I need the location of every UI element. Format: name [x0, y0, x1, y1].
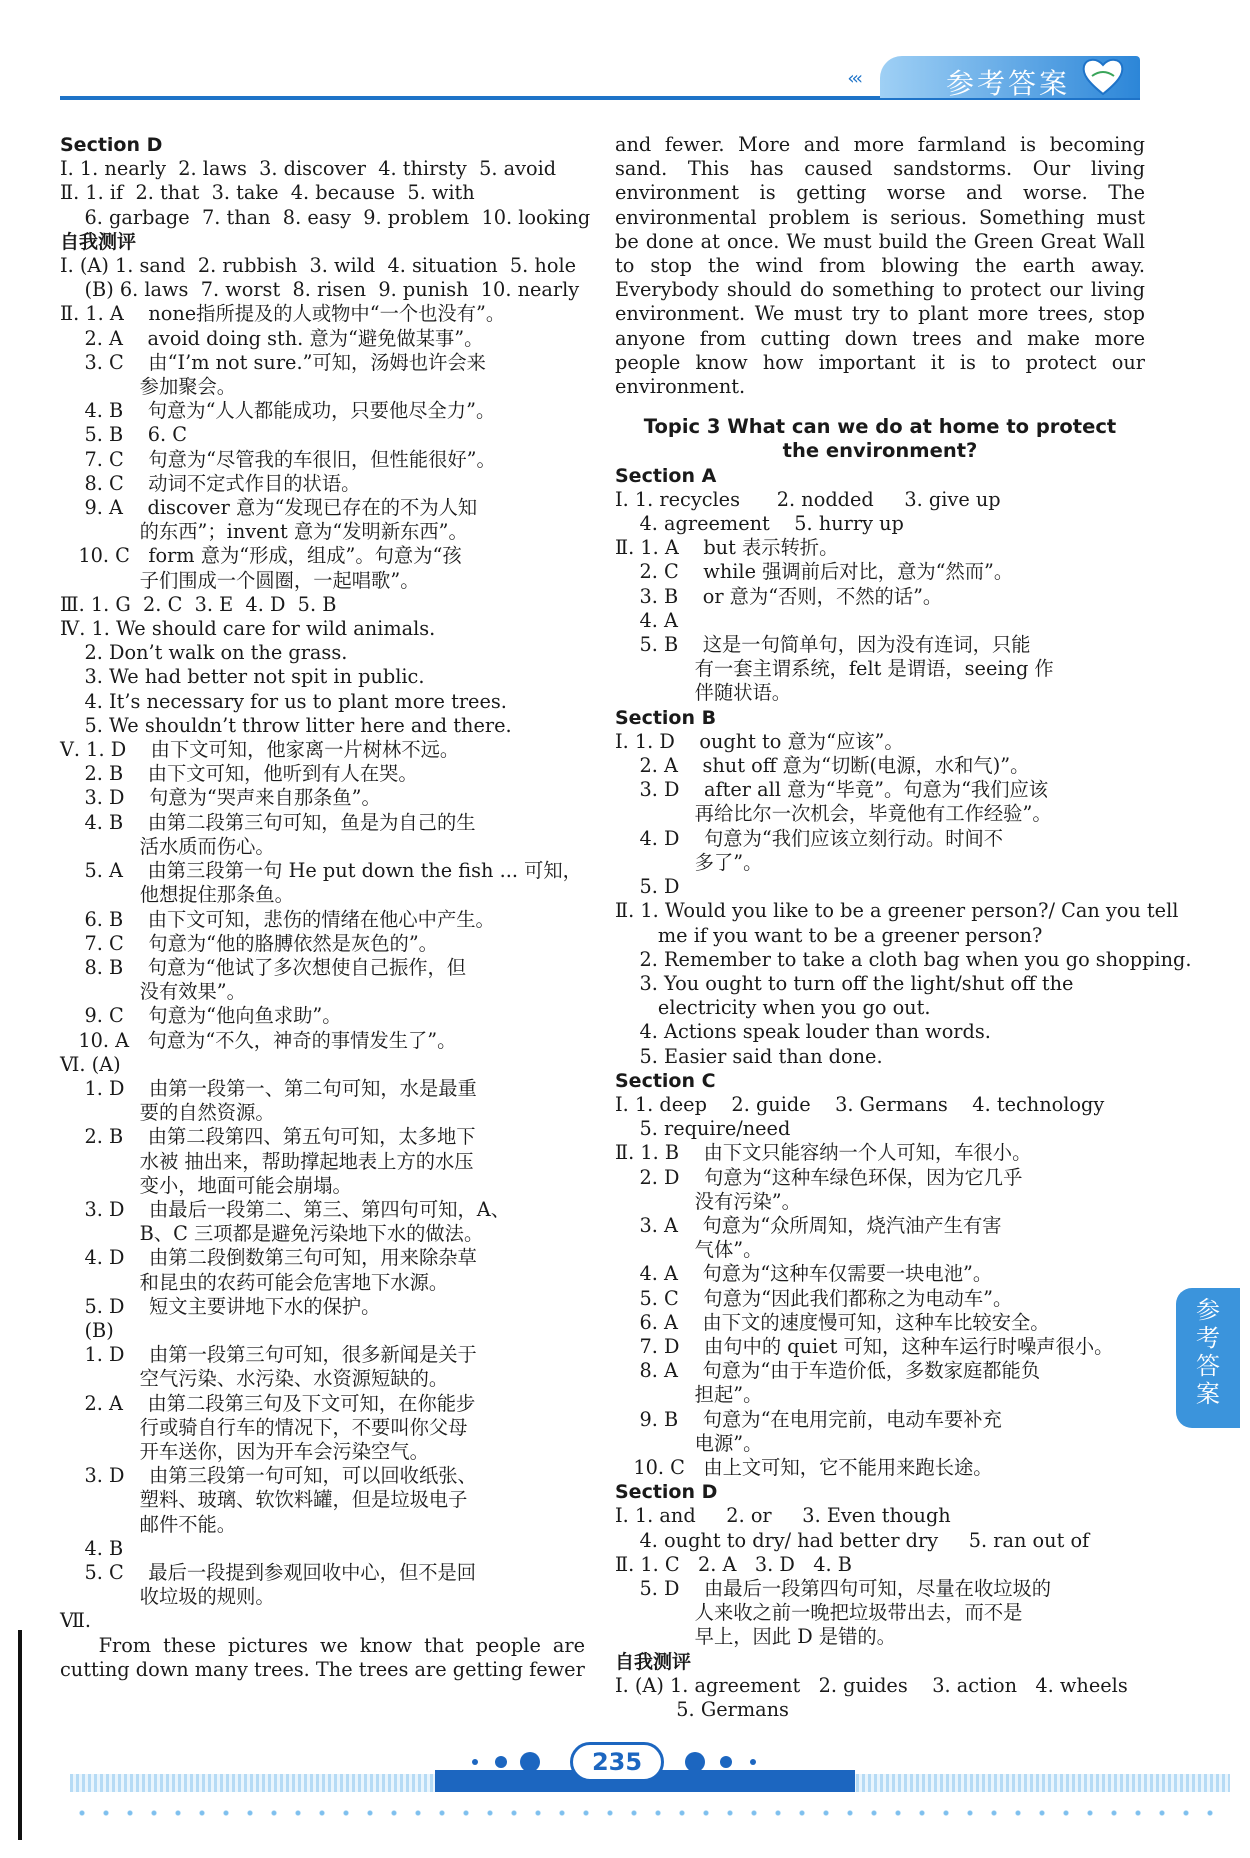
right-answer-line: Section C: [615, 1069, 716, 1092]
right-answer-line: 气体”。: [615, 1238, 763, 1262]
left-answer-line: 7. C 句意为“尽管我的车很旧，但性能很好”。: [60, 447, 496, 471]
right-answer-line: 早上，因此 D 是错的。: [615, 1625, 896, 1649]
right-answer-line: Section B: [615, 706, 717, 729]
footer-dot: [720, 1756, 732, 1768]
right-answer-line: 有一套主谓系统，felt 是谓语，seeing 作: [615, 657, 1054, 681]
right-answer-line: Ⅱ. 1. C 2. A 3. D 4. B: [615, 1552, 852, 1576]
left-essay: From these pictures we know that people are cutting down many trees. The trees are getting fewer: [60, 1633, 585, 1681]
right-answer-line: 多了”。: [615, 850, 763, 874]
footer-dots: [70, 1808, 1230, 1818]
right-column: [615, 133, 1192, 1722]
left-answer-line: 5. D 短文主要讲地下水的保护。: [60, 1294, 381, 1318]
right-answer-line: Ⅱ. 1. A but 表示转折。: [615, 536, 839, 560]
right-answer-line: 电源”。: [615, 1431, 763, 1455]
left-answer-line: 2. Don’t walk on the grass.: [60, 641, 348, 665]
left-answer-line: 行或骑自行车的情况下，不要叫你父母: [60, 1415, 468, 1439]
left-answer-line: 收垃圾的规则。: [60, 1585, 275, 1609]
right-answer-line: Ⅱ. 1. Would you like to be a greener person?/ Can you tell: [615, 899, 1179, 923]
footer-dot: [520, 1752, 540, 1772]
right-answer-line: Ⅰ. 1. and 2. or 3. Even though: [615, 1504, 951, 1528]
left-answer-line: 6. garbage 7. than 8. easy 9. problem 10. looking: [60, 205, 591, 229]
topic-title-line-1: Topic 3 What can we do at home to protect: [643, 415, 1117, 439]
topic-title-line-2: the environment?: [782, 439, 978, 463]
right-answer-line: 4. ought to dry/ had better dry 5. ran out of: [615, 1528, 1090, 1552]
left-answer-line: 2. B 由第二段第四、第五句可知，太多地下: [60, 1125, 476, 1149]
left-answer-line: 水被 抽出来，帮助撑起地表上方的水压: [60, 1149, 474, 1173]
right-answer-line: 7. D 由句中的 quiet 可知，这种车运行时噪声很小。: [615, 1334, 1114, 1358]
right-answer-line: 担起”。: [615, 1383, 763, 1407]
left-answer-line: 4. D 由第二段倒数第三句可知，用来除杂草: [60, 1246, 477, 1270]
left-answer-line: Ⅲ. 1. G 2. C 3. E 4. D 5. B: [60, 592, 337, 616]
right-answer-line: 4. Actions speak louder than words.: [615, 1020, 991, 1044]
left-answer-line: 2. A 由第二段第三句及下文可知，在你能步: [60, 1391, 476, 1415]
left-answer-line: 1. D 由第一段第三句可知，很多新闻是关于: [60, 1343, 477, 1367]
header-title: 参考答案: [945, 67, 1070, 100]
left-answer-line: 他想捉住那条鱼。: [60, 883, 294, 907]
right-answer-line: me if you want to be a greener person?: [615, 923, 1043, 947]
right-answer-line: 自我测评: [615, 1650, 692, 1673]
left-answer-line: 塑料、玻璃、软饮料罐，但是垃圾电子: [60, 1488, 468, 1512]
footer-dot: [495, 1756, 507, 1768]
right-answer-line: 5. D 由最后一段第四句可知，尽量在收垃圾的: [615, 1576, 1052, 1600]
left-answer-line: 自我测评: [60, 230, 137, 253]
page-header: [60, 52, 1140, 104]
left-answer-line: Ⅵ. (A): [60, 1052, 121, 1076]
right-answer-line: 4. A: [615, 608, 678, 632]
right-answer-line: 3. A 句意为“众所周知，烧汽油产生有害: [615, 1213, 1002, 1237]
right-answer-line: 9. B 句意为“在电用完前，电动车要补充: [615, 1407, 1002, 1431]
left-answer-lines: [60, 133, 591, 1634]
left-answer-line: 3. C 由“I’m not sure.”可知，汤姆也许会来: [60, 350, 486, 374]
left-answer-line: 5. C 最后一段提到参观回收中心，但不是回: [60, 1560, 477, 1584]
left-answer-line: 变小，地面可能会崩塌。: [60, 1173, 352, 1197]
right-answer-line: 2. A shut off 意为“切断(电源，水和气)”。: [615, 754, 1030, 778]
right-answer-line: 人来收之前一晚把垃圾带出去，而不是: [615, 1601, 1023, 1625]
right-answer-line: 2. D 句意为“这种车绿色环保，因为它几乎: [615, 1165, 1023, 1189]
header-arrows: ‹‹‹: [847, 68, 860, 89]
right-answer-line: 3. D after all 意为“毕竟”。句意为“我们应该: [615, 778, 1049, 802]
right-answer-line: Ⅰ. 1. recycles 2. nodded 3. give up: [615, 487, 1001, 511]
left-answer-line: 1. D 由第一段第一、第二句可知，水是最重: [60, 1076, 477, 1100]
right-answer-line: 2. C while 强调前后对比，意为“然而”。: [615, 560, 1014, 584]
right-answer-line: electricity when you go out.: [615, 996, 931, 1020]
right-answer-line: 8. A 句意为“由于车造价低，多数家庭都能负: [615, 1359, 1041, 1383]
left-answer-line: 8. C 动词不定式作目的状语。: [60, 471, 361, 495]
right-answer-line: Ⅰ. 1. D ought to 意为“应该”。: [615, 729, 904, 753]
right-answer-line: 2. Remember to take a cloth bag when you go shopping.: [615, 947, 1192, 971]
right-answer-line: 4. A 句意为“这种车仅需要一块电池”。: [615, 1262, 993, 1286]
right-essay: and fewer. More and more farmland is becoming sand. This has caused sandstorms. Our living environment is getting worse and worse. The environmental problem is serious. Something must be done at once. We must build the Green Great Wall to stop the wind from blowing the earth away. Everybody should do something to protect our living environment. We must try to plant more trees, stop anyone from cutting down trees and make more people know how important it is to protect our environment.: [615, 133, 1145, 399]
left-answer-line: 要的自然资源。: [60, 1101, 275, 1125]
page-footer: [60, 1728, 1240, 1828]
right-answer-line: 5. require/need: [615, 1117, 791, 1141]
left-answer-line: Ⅰ. (A) 1. sand 2. rubbish 3. wild 4. situation 5. hole: [60, 254, 577, 278]
left-answer-line: 8. B 句意为“他试了多次想使自己振作，但: [60, 955, 467, 979]
left-answer-line: Ⅴ. 1. D 由下文可知，他家离一片树林不远。: [60, 738, 460, 762]
left-answer-line: 的东西”；invent 意为“发明新东西”。: [60, 520, 468, 544]
left-answer-line: 没有效果”。: [60, 980, 246, 1004]
left-answer-line: 10. A 句意为“不久，神奇的事情发生了”。: [60, 1028, 457, 1052]
left-answer-line: 4. B 句意为“人人都能成功，只要他尽全力”。: [60, 399, 496, 423]
left-answer-line: Ⅰ. 1. nearly 2. laws 3. discover 4. thirsty 5. avoid: [60, 157, 557, 181]
right-answer-line: 4. agreement 5. hurry up: [615, 512, 904, 536]
right-answer-line: Ⅰ. (A) 1. agreement 2. guides 3. action 4. wheels: [615, 1673, 1128, 1697]
right-answer-line: 5. Easier said than done.: [615, 1044, 883, 1068]
left-answer-line: Ⅳ. 1. We should care for wild animals.: [60, 617, 436, 641]
right-answer-line: Section D: [615, 1481, 718, 1504]
right-answer-lines: [615, 464, 1192, 1723]
left-answer-line: 参加聚会。: [60, 375, 237, 399]
left-answer-line: 10. C form 意为“形成，组成”。句意为“孩: [60, 544, 462, 568]
left-answer-line: 3. D 由最后一段第二、第三、第四句可知，A、: [60, 1197, 511, 1221]
left-answer-line: 4. B: [60, 1536, 124, 1560]
right-answer-line: 10. C 由上文可知，它不能用来跑长途。: [615, 1455, 993, 1479]
binding-mark: [18, 1630, 22, 1840]
left-answer-line: Ⅱ. 1. if 2. that 3. take 4. because 5. with: [60, 181, 475, 205]
side-tab-label: 参考答案: [1196, 1296, 1220, 1408]
footer-dot: [685, 1752, 705, 1772]
left-answer-line: 子们围成一个圆圈，一起唱歌”。: [60, 568, 420, 592]
left-column: [60, 133, 591, 1682]
left-answer-line: Section D: [60, 134, 163, 156]
left-answer-line: Ⅶ.: [60, 1609, 92, 1633]
left-answer-line: 空气污染、水污染、水资源短缺的。: [60, 1367, 449, 1391]
right-answer-line: 4. D 句意为“我们应该立刻行动。时间不: [615, 826, 1004, 850]
right-answer-line: 5. Germans: [615, 1698, 789, 1721]
left-answer-line: 2. A avoid doing sth. 意为“避免做某事”。: [60, 326, 484, 350]
left-answer-line: 开车送你，因为开车会污染空气。: [60, 1439, 429, 1463]
right-answer-line: Ⅱ. 1. B 由下文只能容纳一个人可知，车很小。: [615, 1141, 1032, 1165]
right-answer-line: Ⅰ. 1. deep 2. guide 3. Germans 4. technology: [615, 1092, 1105, 1116]
heart-icon: [1080, 56, 1126, 96]
right-answer-line: 伴随状语。: [615, 681, 792, 705]
right-answer-line: 5. C 句意为“因此我们都称之为电动车”。: [615, 1286, 1013, 1310]
left-answer-line: 9. C 句意为“他向鱼求助”。: [60, 1004, 342, 1028]
left-answer-line: 5. A 由第三段第一句 He put down the fish ... 可知，: [60, 859, 582, 883]
left-answer-line: Ⅱ. 1. A none指所提及的人或物中“一个也没有”。: [60, 302, 506, 326]
right-answer-line: Section A: [615, 464, 717, 487]
left-answer-line: 4. B 由第二段第三句可知，鱼是为自己的生: [60, 810, 476, 834]
left-answer-line: 3. D 由第三段第一句可知，可以回收纸张、: [60, 1464, 477, 1488]
right-answer-line: 5. D: [615, 875, 680, 899]
left-answer-line: 9. A discover 意为“发现已存在的不为人知: [60, 496, 478, 520]
left-answer-line: 7. C 句意为“他的胳膊依然是灰色的”。: [60, 931, 438, 955]
left-answer-line: (B) 6. laws 7. worst 8. risen 9. punish 10. nearly: [60, 278, 580, 302]
left-answer-line: 5. We shouldn’t throw litter here and there.: [60, 713, 512, 737]
right-answer-line: 3. B or 意为“否则，不然的话”。: [615, 584, 943, 608]
left-answer-line: 3. D 句意为“哭声来自那条鱼”。: [60, 786, 381, 810]
right-answer-line: 3. You ought to turn off the light/shut off the: [615, 971, 1074, 995]
left-answer-line: 活水质而伤心。: [60, 834, 275, 858]
left-answer-line: 4. It’s necessary for us to plant more trees.: [60, 689, 507, 713]
right-answer-line: 6. A 由下文的速度慢可知，这种车比较安全。: [615, 1310, 1050, 1334]
left-answer-line: 2. B 由下文可知，他听到有人在哭。: [60, 762, 418, 786]
left-answer-line: 和昆虫的农药可能会危害地下水源。: [60, 1270, 449, 1294]
page-number: 235: [570, 1742, 664, 1782]
right-answer-line: 再给比尔一次机会，毕竟他有工作经验”。: [615, 802, 1052, 826]
right-answer-line: 5. B 这是一句简单句，因为没有连词，只能: [615, 633, 1031, 657]
left-answer-line: (B): [60, 1318, 114, 1342]
left-answer-line: 邮件不能。: [60, 1512, 237, 1536]
left-answer-line: B、C 三项都是避免污染地下水的做法。: [60, 1222, 484, 1246]
left-answer-line: 3. We had better not spit in public.: [60, 665, 425, 689]
left-answer-line: 5. B 6. C: [60, 423, 188, 447]
left-answer-line: 6. B 由下文可知，悲伤的情绪在他心中产生。: [60, 907, 495, 931]
footer-dot: [472, 1759, 478, 1765]
footer-dot: [750, 1759, 756, 1765]
right-answer-line: 没有污染”。: [615, 1189, 801, 1213]
